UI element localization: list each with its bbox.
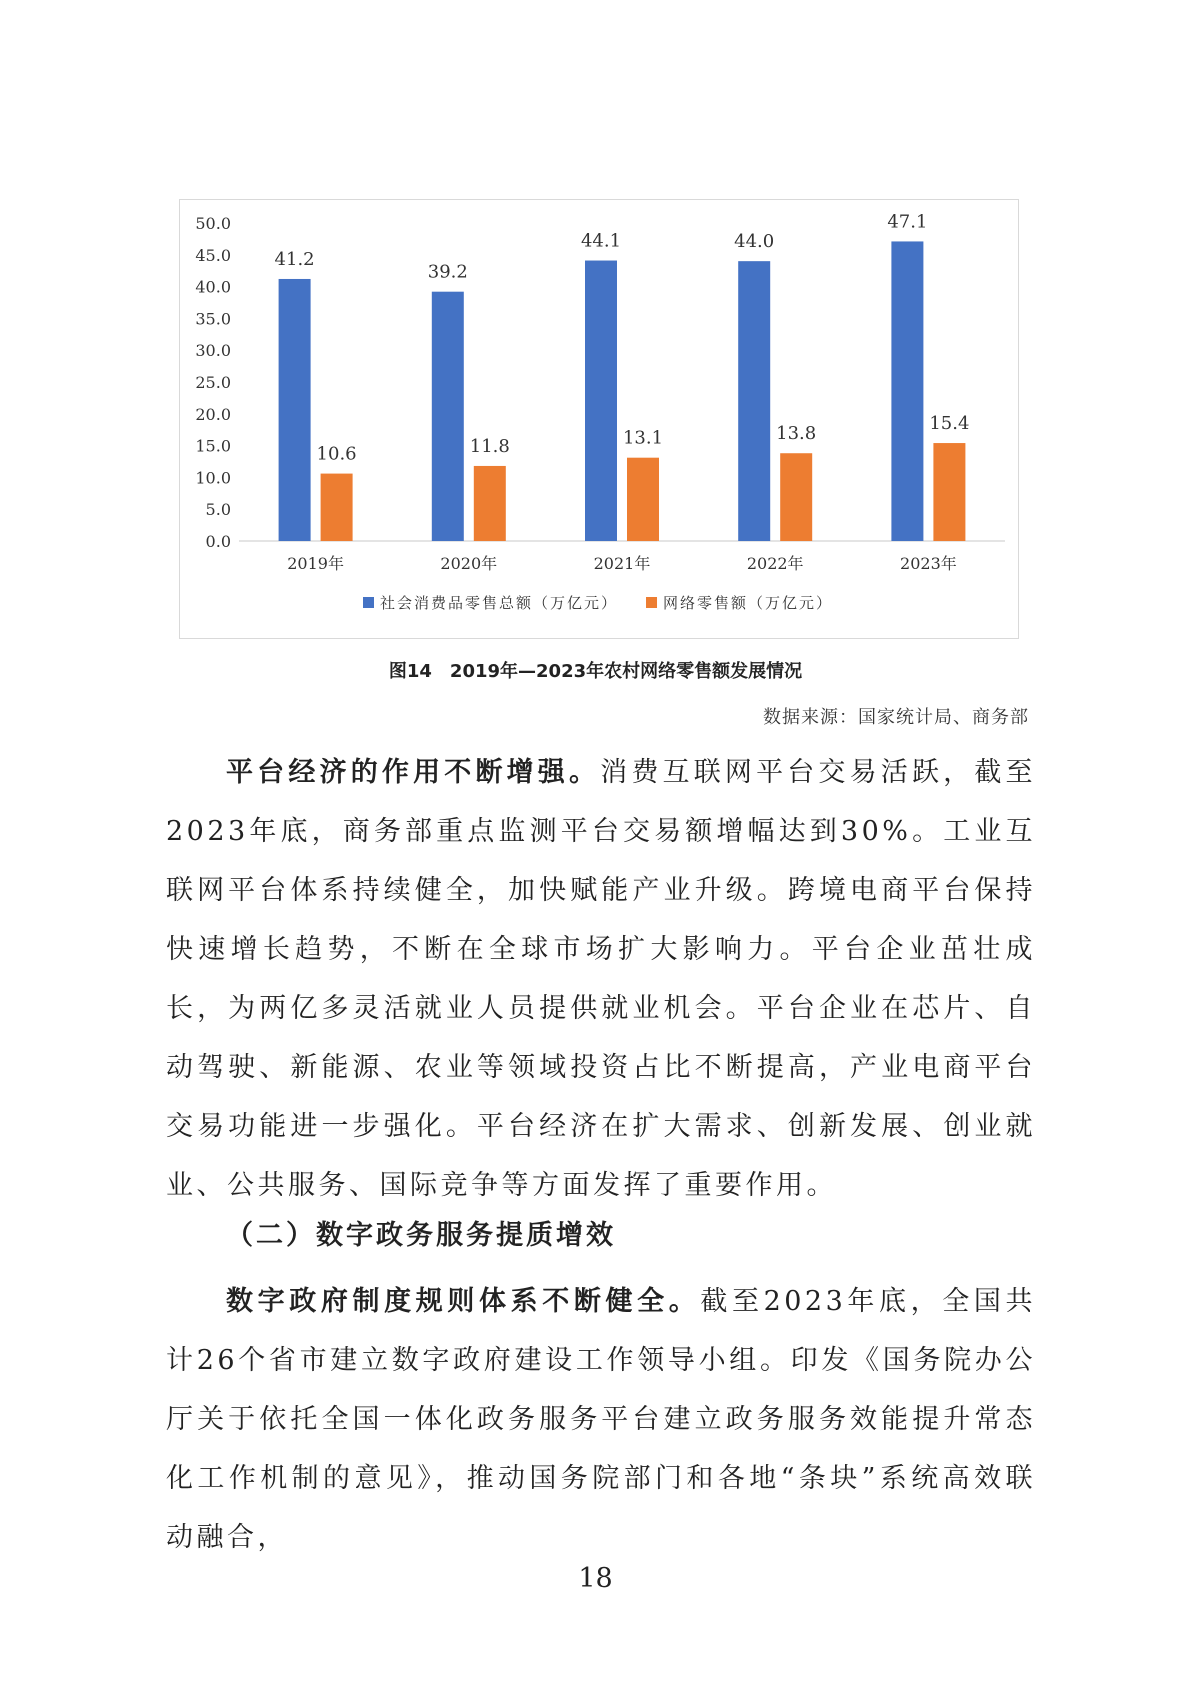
- paragraph-digital-government: [166, 1272, 1036, 1567]
- y-tick-label: 30.0: [195, 341, 231, 361]
- bar-online-retail: [474, 466, 506, 541]
- chart-container: [179, 199, 1019, 639]
- data-label: 13.8: [776, 423, 817, 445]
- bar-online-retail: [627, 458, 659, 541]
- bar-retail-total: [432, 292, 464, 541]
- y-tick-label: 50.0: [195, 214, 231, 233]
- data-label: 10.6: [316, 443, 357, 465]
- data-label: 44.1: [580, 230, 622, 252]
- y-tick-label: 45.0: [195, 245, 231, 265]
- bar-online-retail: [933, 443, 965, 541]
- paragraph-lead: 数字政府制度规则体系不断健全。: [226, 1286, 701, 1317]
- section-heading: （二）数字政务服务提质增效: [226, 1220, 616, 1251]
- y-tick-label: 35.0: [195, 309, 231, 329]
- paragraph-platform-economy: [166, 743, 1036, 1215]
- y-tick-label: 25.0: [195, 373, 231, 392]
- y-tick-label: 0.0: [205, 532, 231, 551]
- data-label: 13.1: [622, 427, 664, 449]
- x-tick-label: 2021年: [593, 554, 651, 573]
- bar-retail-total: [279, 279, 311, 541]
- y-tick-label: 10.0: [195, 468, 231, 488]
- x-tick-label: 2020年: [440, 554, 498, 573]
- paragraph-lead: 平台经济的作用不断增强。: [226, 757, 601, 788]
- legend-swatch-online-retail: [646, 597, 657, 608]
- figure-caption: 图14 2019年—2023年农村网络零售额发展情况: [388, 661, 803, 682]
- data-source: 数据来源：国家统计局、商务部: [763, 707, 1029, 728]
- x-tick-label: 2023年: [900, 554, 957, 573]
- y-tick-label: 15.0: [195, 436, 231, 456]
- data-label: 39.2: [427, 261, 468, 283]
- x-tick-label: 2022年: [746, 554, 804, 573]
- y-tick-label: 5.0: [205, 500, 231, 520]
- data-label: 11.8: [469, 435, 510, 457]
- legend-label: 网络零售额（万亿元）: [663, 594, 834, 612]
- data-label: 41.2: [274, 248, 315, 270]
- paragraph-body: 截至2023年底，全国共计26个省市建立数字政府建设工作领导小组。印发《国务院办公厅关于依托全国一体化政务服务平台建立政务服务效能提升常态化工作机制的意见》，推动国务院部门和各地“条块”系统高效联动融合，: [166, 1286, 1037, 1553]
- x-tick-label: 2019年: [287, 554, 344, 573]
- data-label: 44.0: [734, 231, 775, 253]
- page-number: 18: [578, 1563, 613, 1594]
- bar-retail-total: [738, 261, 770, 541]
- data-label: 47.1: [887, 211, 928, 233]
- y-tick-label: 20.0: [195, 404, 231, 424]
- paragraph-body: 消费互联网平台交易活跃，截至2023年底，商务部重点监测平台交易额增幅达到30%。工业互联网平台体系持续健全，加快赋能产业升级。跨境电商平台保持快速增长趋势，不断在全球市场扩大影响力。平台企业茁壮成长，为两亿多灵活就业人员提供就业机会。平台企业在芯片、自动驾驶、新能源、农业等领域投资占比不断提高，产业电商平台交易功能进一步强化。平台经济在扩大需求、创新发展、创业就业、公共服务、国际竞争等方面发挥了重要作用。: [166, 757, 1037, 1201]
- bar-online-retail: [780, 453, 812, 541]
- y-tick-label: 40.0: [195, 277, 231, 297]
- bar-retail-total: [891, 241, 923, 541]
- data-label: 15.4: [929, 413, 970, 435]
- bar-online-retail: [321, 474, 353, 541]
- bar-retail-total: [585, 261, 617, 541]
- legend-label: 社会消费品零售总额（万亿元）: [380, 594, 619, 612]
- bar-chart: [180, 200, 1020, 640]
- legend-swatch-retail-total: [363, 597, 374, 608]
